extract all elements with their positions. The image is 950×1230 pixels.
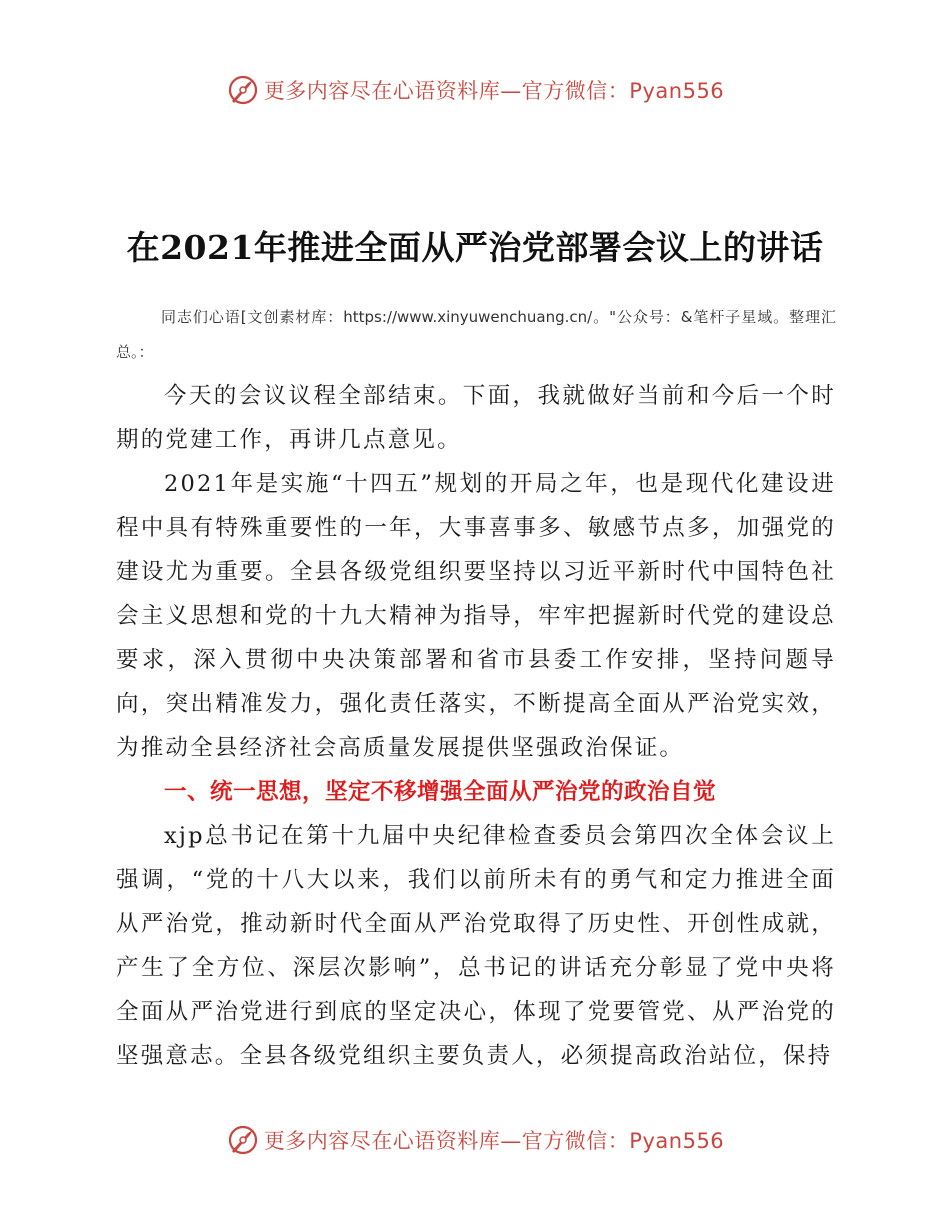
pen-nib-logo-icon (226, 73, 260, 107)
document-body (116, 300, 836, 1078)
page-title: 在2021年推进全面从严治党部署会议上的讲话 (126, 228, 824, 267)
section-heading: 一、统一思想，坚定不移增强全面从严治党的政治自觉 (164, 779, 717, 805)
watermark-text: 更多内容尽在心语资料库—官方微信：Pyan556 (263, 79, 725, 103)
watermark-banner-bottom (0, 1120, 950, 1160)
watermark-banner-top (0, 70, 950, 110)
paragraph: 2021年是实施“十四五”规划的开局之年，也是现代化建设进程中具有特殊重要性的一年，大事喜事多、敏感节点多，加强党的建设尤为重要。全县各级党组织要坚持以习近平新时代中国特色社会主义思想和党的十九大精神为指导，牢牢把握新时代党的建设总要求，深入贯彻中央决策部署和省市县委工作安排，坚持问题导向，突出精准发力，强化责任落实，不断提高全面从严治党实效，为推动全县经济社会高质量发展提供坚强政治保证。 (116, 471, 836, 761)
paragraph: xjp总书记在第十九届中央纪律检查委员会第四次全体会议上强调，“党的十八大以来，我们以前所未有的勇气和定力推进全面从严治党，推动新时代全面从严治党取得了历史性、开创性成就，产生了全方位、深层次影响”，总书记的讲话充分彰显了党中央将全面从严治党进行到底的坚定决心，体现了党要管党、从严治党的坚强意志。全县各级党组织主要负责人，必须提高政治站位，保持 (116, 823, 836, 1069)
paragraph: 今天的会议议程全部结束。下面，我就做好当前和今后一个时期的党建工作，再讲几点意见。 (116, 383, 836, 453)
watermark-text: 更多内容尽在心语资料库—官方微信：Pyan556 (263, 1129, 725, 1153)
pen-nib-logo-icon (226, 1123, 260, 1157)
source-note: 同志们心语[文创素材库：https://www.xinyuwenchuang.cn/。"公众号：&笔杆子星域。整理汇总。： (116, 308, 836, 361)
